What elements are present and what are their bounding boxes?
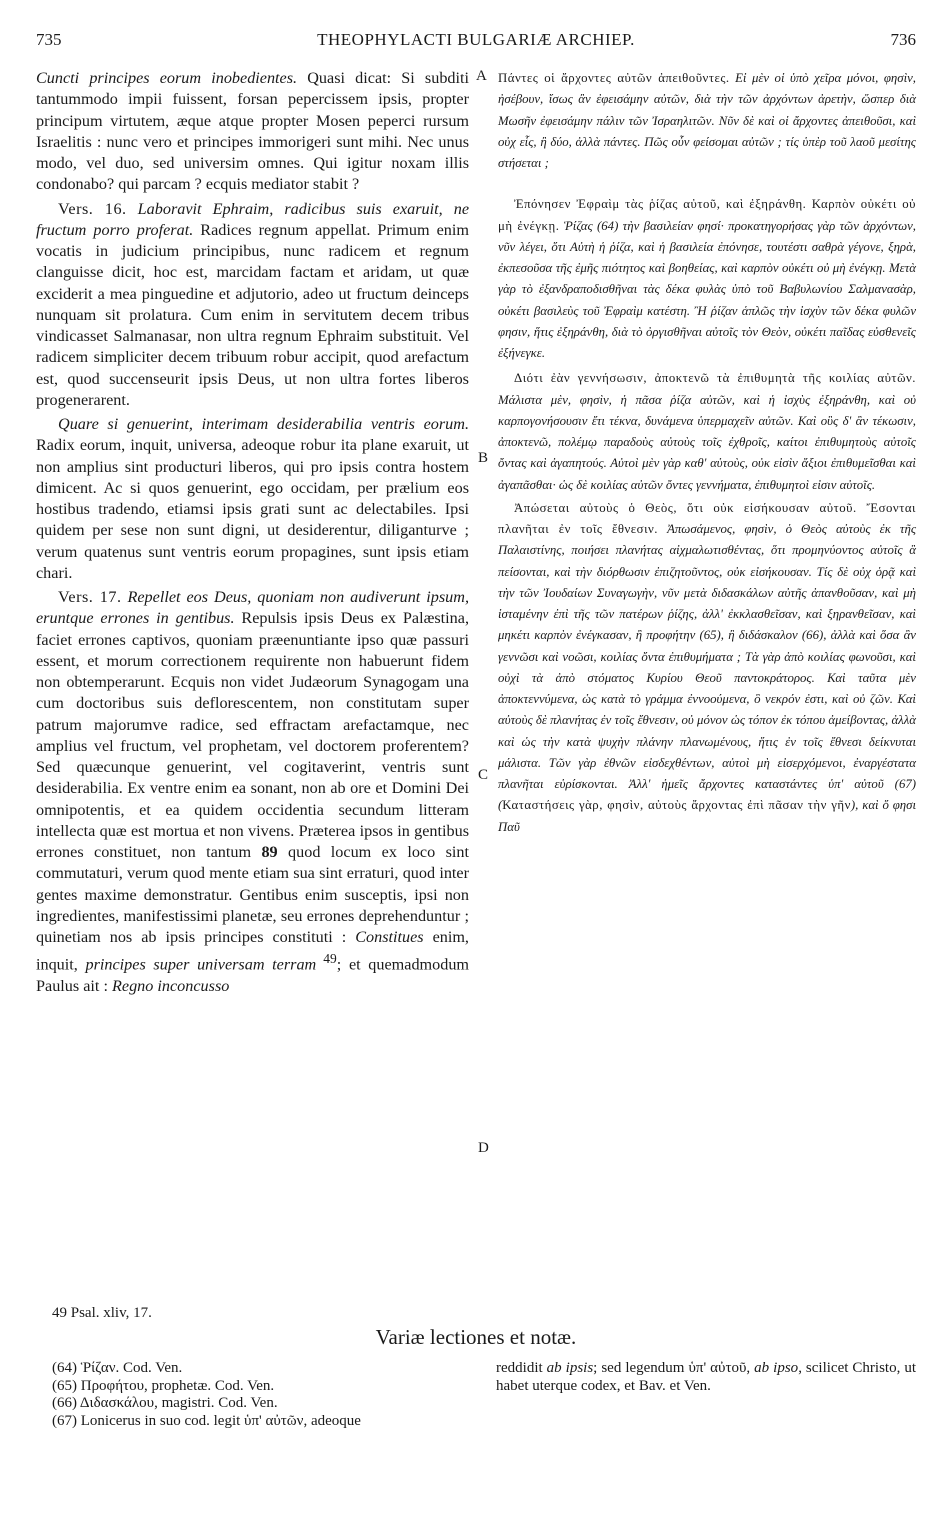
greek-column <box>498 68 916 838</box>
latin-lemma: Quare si genuerint, interimam desiderabilia ventris eorum. <box>58 415 469 433</box>
greek-lemma: Ἀπώσεται αὐτοὺς ὁ Θεὸς, ὅτι οὐκ εἰσήκουσαν αὐτοῦ. Ἔσονται πλανῆται ἐν τοῖς ἔθνεσιν. <box>498 500 916 536</box>
latin-lemma: Cuncti principes eorum inobedientes. <box>36 69 298 87</box>
margin-letter-a: A <box>476 68 487 84</box>
latin-paragraph <box>36 414 469 584</box>
greek-lemma: Πάντες οἱ ἄρχοντες αὐτῶν ἀπειθοῦντες. <box>498 71 730 85</box>
latin-text: quod locum ex loco sint commutaturi, verum quod mente etiam sua sint erraturi, quod inter gentes maxime demonstratur. Gentibus enim susceptis, ipsi non ingredientes, manifestissimi planetæ, seu errones deprehenduntur ; quinetiam nos ab ipsis principes constituti : <box>36 843 469 946</box>
footnote-reference: 49 <box>316 951 337 967</box>
greek-text: Εἰ μὲν οἱ ὑπὸ χεῖρα μόνοι, φησὶν, ἠσέβουν, ἴσως ἂν ἐφεισάμην αὐτῶν, διὰ τὴν τῶν ἀρχόντων ἀρετὴν, ὥσπερ διὰ Μωσῆν ἐφεισάμην πάλιν τῶν Ἰσραηλιτῶν. Νῦν δὲ καὶ οἱ ἄρχοντες ἀπειθοῦσι, καὶ οὐχ εἷς, ἢ δύο, ἀλλὰ πάντες. Πῶς οὖν φείσομαι αὐτῶν ; τίς ὑπὲρ τοῦ λαοῦ μεσίτης στήσεται ; <box>498 71 916 170</box>
verse-number: Vers. 17. <box>58 588 122 606</box>
greek-paragraph <box>498 498 916 838</box>
latin-text: Repulsis ipsis Deus ex Palæstina, faciet errones captivos, quoniam præenuntiante ipso quæ passuri essent, et morum correctionem requirente non habuerunt fidem non obtemperarunt. Ecquis non videt Judæorum Synagogam una cum doctoribus suis deflorescentem, non constitutam super patrum majorumve radice, sed effractam arefactamque, nec amplius vel fructum, vel prophetam, vel doctorem proferentem? Sed quæcunque genuerint, vel cogitaverint, ventris sunt desiderabilia. Ex ventre enim ea sonant, non ab ore et Domini Dei omnipotentis, et ea quidem occidentia secundum litteram intellecta quæ est mortua et non vivens. Præterea ipsos in gentibus errones constituet, non tantum <box>36 609 469 861</box>
page-header <box>36 30 916 56</box>
greek-text: Ῥίζας (64) τὴν βασιλείαν φησί· προκατηγορήσας γὰρ τῶν ἀρχόντων, νῦν λέγει, ὅτι Αὐτὴ ἡ ῥίζα, καὶ ἡ βασιλεία ἐπόνησε, τουτέστι σαθρὰ γέγονε, ξηρὰ, ἐκπεσοῦσα τῆς ἐμῆς πιότητος καὶ βοηθείας, καὶ καρπὸν οὐκέτι οὐ μὴ ἐνέγκῃ. Μετὰ γὰρ τὸ ἐξανδραποδισθῆναι τὰς δέκα φυλὰς ὑπὸ τοῦ Βαβυλωνίου Σαλμανασὰρ, οὐκέτι βασιλεὺς τοῦ Ἐφραὶμ κατέστη. Ἢ ῥίζαν ἁπλῶς τὴν ἰσχὺν τῶν δέκα φυλῶν φησιν, ἥτις ἐξηράνθη, διὰ τὸ ὀργισθῆναι αὐτοῖς τὸν Θεὸν, οὐκέτι παῖδας εὐσθενεῖς ἐξήνεγκε. <box>498 218 917 360</box>
latin-text: ; et quemadmodum Paulus ait : <box>36 955 470 995</box>
latin-text: enim, inquit, <box>36 928 469 974</box>
margin-letter-c: C <box>478 767 489 783</box>
latin-text: Radix eorum, inquit, universa, adeoque robur ita plane exaruit, ut non amplius sint producturi liberos, qui pro ipsis contra hostem dimicent. Ac si quos genuerint, ego occidam, per prælium eos hostibus tradendo, etiamsi ipsis grati sunt ac delectabiles. Ipsi quidem per sese non sunt digni, ut desiderentur, diliganturve ; verum quatenus sunt ventris eorum propagines, sunt ipsis etiam chari. <box>36 436 469 582</box>
greek-lemma: Καταστήσεις γὰρ, φησὶν, αὐτοὺς ἄρχοντας ἐπὶ πᾶσαν τὴν γῆν <box>502 798 851 813</box>
latin-lemma: Constitues <box>355 928 424 946</box>
greek-lemma: Ἐπόνησεν Ἐφραὶμ τὰς ῥίζας αὐτοῦ, καὶ ἐξηράνθη. Καρπὸν οὐκέτι οὐ μὴ ἐνέγκῃ. <box>498 197 916 233</box>
latin-paragraph <box>36 199 469 412</box>
note-item: (64) Ῥίζαν. Cod. Ven. <box>52 1360 183 1376</box>
latin-text: Radices regnum appellat. Primum enim vocatis in judicium principibus, nunc radicem et regnum clanguisse dicit, hoc est, marcidam factam et aridam, ut quæ exciderit a mea pinguedine et adjutorio, adeo ut fructum deinceps nunquam sit prolatura. Cum enim in servitutem decem tribus vindicasset Salmanasar, non ultra regnum Ephraim substituit. Vel radicem simpliciter decem tribuum robur accipit, quod arefactum est, quod succenseurit ipsis Deus, ut non ultra fortes liberos progenerarent. <box>36 220 469 409</box>
note-item: (67) Lonicerus in suo cod. legit ὑπ' αὐτῶν, adeoque <box>52 1412 361 1429</box>
page-number-left: 735 <box>36 30 62 49</box>
latin-lemma: Regno inconcusso <box>112 976 230 995</box>
greek-paragraph <box>498 194 916 364</box>
greek-paragraph <box>498 368 916 496</box>
latin-text: Quasi dicat: Si subditi tantummodo impii fuissent, forsan pepercissem ipsis, propter principum virtutem, æque atque propter Mosen peperci rursum Israelitis : nunc vero et principes immorigeri sunt mihi. Nec unus modo, vel duo, sed universim omnes. Qui igitur noxam illis condonabo? qui parcam ? ecquis mediator stabit ? <box>36 69 469 194</box>
page-number-right: 736 <box>890 30 916 49</box>
note-item: (65) Προφήτου, prophetæ. Cod. Ven. <box>52 1377 275 1394</box>
footnote: 49 Psal. xliv, 17. <box>52 1305 152 1321</box>
greek-text: Μάλιστα μὲν, φησὶν, ἡ πᾶσα ῥίζα αὐτῶν, καὶ ἡ ἰσχὺς ἐξηράνθη, καὶ οὐ καρπογονήσουσιν ἔτι τέκνα, δυνάμενα ὑπερμαχεῖν αὐτῶν. Καὶ οὓς δ' ἂν τέκωσιν, ἀποκτενῶ, πολέμῳ παραδοὺς αὐτοὺς τοῖς ἐχθροῖς, καίτοι ἐπιθυμητοὺς αὐτοῖς ὄντας καὶ ἀγαπητούς. Αὐτοὶ μὲν γὰρ καθ' αὑτοὺς, οὐκ εἰσὶν ἄξιοι ἐπιθυμεῖσθαι καὶ ἀγαπᾶσθαι· ὡς δὲ κοιλίας αὐτῶν ὄντες γεννήματα, ἐπιθυμητοὶ εἰσιν αὐτοῖς. <box>498 392 916 492</box>
notes-right-column <box>496 1360 916 1395</box>
running-title: THEOPHYLACTI BULGARIÆ ARCHIEP. <box>317 30 635 49</box>
verse-number: Vers. 16. <box>58 199 127 218</box>
note-text: ; sed legendum ὑπ' αὐτοῦ, <box>593 1360 755 1376</box>
latin-lemma: principes super universam terram <box>85 955 317 974</box>
note-text-italic: ab ipso <box>754 1360 799 1376</box>
column-marker: 89 <box>261 843 278 861</box>
greek-text: ), καὶ ὅ φησι Παῦ <box>498 798 916 834</box>
margin-letter-b: B <box>478 450 489 466</box>
margin-letter-d: D <box>478 1140 489 1156</box>
greek-lemma: Διότι ἐὰν γεννήσωσιν, ἀποκτενῶ τὰ ἐπιθυμητὰ τῆς κοιλίας αὐτῶν. <box>514 371 916 386</box>
note-text: reddidit <box>496 1360 547 1376</box>
latin-lemma: Laboravit Ephraim, radicibus suis exaruit, ne fructum porro proferat. <box>36 199 469 239</box>
latin-paragraph <box>36 587 469 997</box>
latin-lemma: Repellet eos Deus, quoniam non audiverunt ipsum, eruntque errones in gentibus. <box>36 588 469 628</box>
greek-paragraph <box>498 68 916 174</box>
note-text: , scilicet Christo, ut habet uterque codex, et Bav. et Ven. <box>496 1360 916 1394</box>
notes-title: Variæ lectiones et notæ. <box>375 1325 577 1349</box>
latin-paragraph <box>36 68 469 196</box>
note-text-italic: ab ipsis <box>546 1360 594 1376</box>
notes-left-column <box>52 1360 462 1430</box>
note-item: (66) Διδασκάλου, magistri. Cod. Ven. <box>52 1395 278 1411</box>
latin-column <box>36 68 469 997</box>
greek-text: Ἀπωσάμενος, φησὶν, ὁ Θεὸς αὐτοὺς ἐκ τῆς Παλαιστίνης, ποιήσει πλανήτας αἰχμαλωτισθέντας, ὅτι προμηνύοντος αὐτοῖς ἃ πείσονται, καὶ τὴν διόρθωσιν ἐπιζητοῦντος, οὐκ εἰσήκουσαν. Τίς δὲ οὐχ ὁρᾷ καὶ τὴν τῶν Ἰουδαίων Συναγωγὴν, νῦν μετὰ διδασκάλων αὐτῆς ἀπανθοῦσαν, καὶ μὴ ἱσταμένην ἐπὶ τῆς τῶν πατέρων ῥίζης, ἀλλ' ἐκκλασθεῖσαν, καὶ ξηρανθεῖσαν, καὶ μηκέτι καρπὸν ἐνέγκασαν, ἢ προφήτην (65), ἢ διδάσκαλον (66), ἀλλὰ καὶ ὅσα ἂν γεννῶσι καὶ νοῶσι, κοιλίας ὄντα ἐπιθυμήματα ; Τὰ γὰρ ἀπὸ κοιλίας φωνοῦσι, καὶ οὐχὶ τὰ ἀπὸ στόματος Κυρίου Θεοῦ παντοκράτορος. Καὶ ταῦτα μὲν ἀποκτεννύμενα, ὡς κατὰ τὸ γράμμα ἐννοούμενα, ὃ νεκρόν ἐστι, καὶ οὐ ζῶν. Καὶ αὐτοὺς δὲ πλανήτας ἐν τοῖς ἔθνεσιν, οὐ μόνον ὡς τόπον ἐκ τόπου ἀμείβοντας, ἀλλὰ καὶ ὡς τὴν κατὰ ψυχὴν πλάνην πλανωμένους, ἥτις ἐν τοῖς ἔθνεσι δείκνυται μάλιστα. Τῶν γὰρ ἐθνῶν εἰσδεχθέντων, αὐτοὶ μὴ εἰσερχόμενοι, ἐναργέστατα πλανῆται εὑρίσκονται. Ἀλλ' ἡμεῖς ἄρχοντες καταστάντες ὑπ' αὐτοῦ (67) ( <box>498 522 917 813</box>
